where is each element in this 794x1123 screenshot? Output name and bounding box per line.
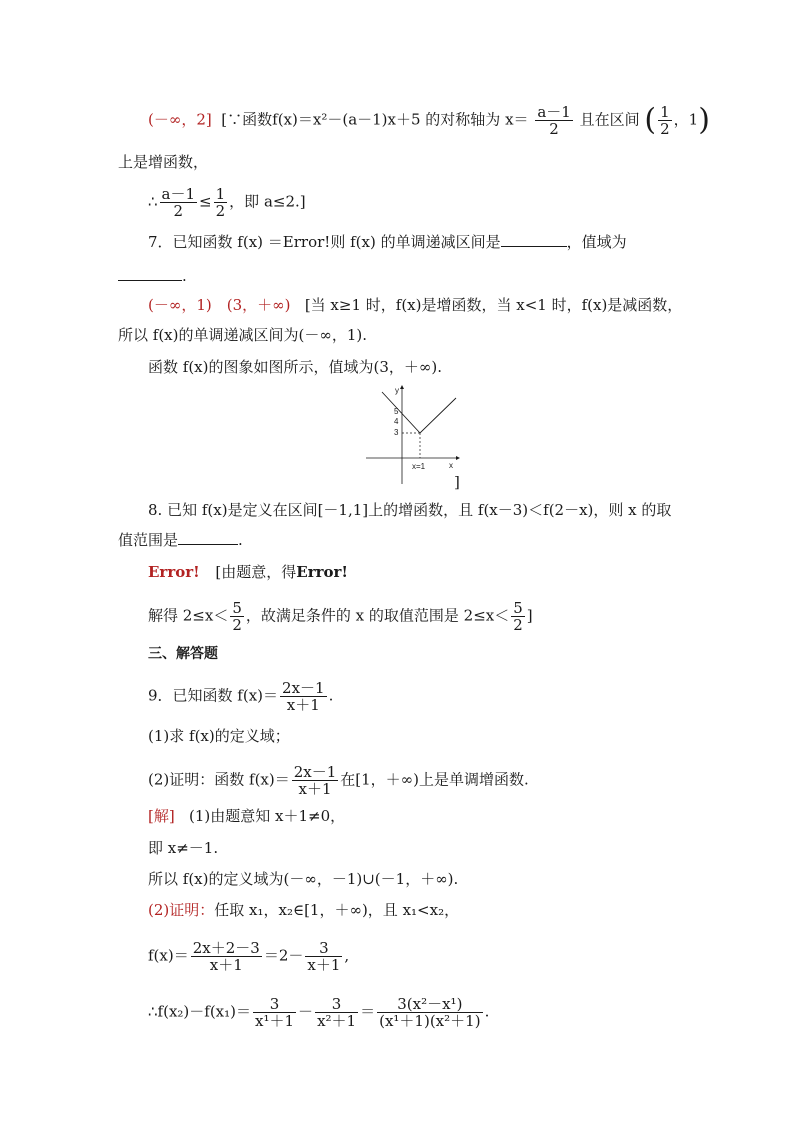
q9-diff-frac3: $\frac{\text{3(x²－x¹)}}{\text{(x¹＋1)(x²＋1)}}$ bbox=[379, 995, 481, 1030]
q7-reason2: 所以 f(x)的单调递减区间为(－∞，1). bbox=[118, 326, 367, 344]
q8-stem: 8. 已知 f(x)是定义在区间[－1,1]上的增函数，且 f(x－3)＜f(2－x)，则 x 的取 bbox=[148, 501, 672, 519]
q7-graph-text: 函数 f(x)的图象如图所示，值域为(3，＋∞). bbox=[148, 358, 442, 376]
q9-solution-3: 所以 f(x)的定义域为(－∞，－1)∪(－1，＋∞). bbox=[148, 870, 459, 888]
q9-stem: 9．已知函数 f(x)＝ $\frac{2x-1}{x+1}$ . bbox=[148, 679, 334, 714]
x-axis-label: x bbox=[449, 461, 453, 470]
q6-answer: (－∞，2] bbox=[148, 110, 212, 129]
tick-4: 4 bbox=[394, 417, 399, 426]
y-axis-label: y bbox=[395, 386, 399, 395]
q6-line3: ∴ $\frac{a-1}{2}$ ≤ $\frac{1}{2}$ ，即 a≤2.] bbox=[148, 185, 306, 220]
q8-blank[interactable] bbox=[178, 544, 238, 545]
q8-reason-error: Error! bbox=[296, 563, 348, 581]
q7-close: ] bbox=[454, 473, 460, 491]
q9-diff-line: ∴f(x₂)－f(x₁)＝ $\frac{3}{\text{x¹＋1}}$ － $\frac{3}{\text{x²＋1}}$ ＝ $\frac{\text{3(x²－x¹)}}{\text{(x¹＋1)(x²＋1)}}$ . bbox=[148, 995, 490, 1030]
q7-answer: (－∞，1) (3，＋∞) bbox=[148, 296, 291, 314]
proof-tag: (2)证明： bbox=[148, 901, 215, 919]
q8-solve: 解得 2≤x＜ $\frac{5}{2}$ ，故满足条件的 x 的取值范围是 2≤x＜ $\frac{5}{2}$ ] bbox=[148, 599, 533, 634]
q9-solution-2: 即 x≠－1. bbox=[148, 839, 219, 857]
q7-blank2[interactable] bbox=[118, 280, 182, 281]
q9-diff-frac2: $\frac{3}{\text{x²＋1}}$ bbox=[317, 995, 357, 1030]
q8-frac2: $\frac{5}{2}$ bbox=[513, 599, 523, 634]
q9-fx-line: f(x)＝ $\frac{2x+2-3}{x+1}$ ＝2－ $\frac{3}{x+1}$ , bbox=[148, 939, 350, 974]
q7-answer-line bbox=[148, 295, 682, 315]
q6-line1: (－∞，2] [∵函数f(x)＝x²－(a－1)x＋5 的对称轴为 x＝ $\frac{a-1}{2}$ 且在区间 ( $\frac{1}{2}$ ，1) bbox=[148, 102, 710, 138]
q9-part2-frac: $\frac{2x-1}{x+1}$ bbox=[293, 763, 337, 798]
solution-tag: [解] bbox=[148, 807, 175, 825]
q6-rhs-frac: $\frac{1}{2}$ bbox=[215, 185, 226, 220]
section-heading: 三、解答题 bbox=[148, 646, 218, 662]
q7-stem-mid: ，值域为 bbox=[566, 233, 627, 251]
q6-interval-frac: $\frac{1}{2}$ bbox=[660, 103, 670, 138]
q8-frac1: $\frac{5}{2}$ bbox=[232, 599, 242, 634]
q9-fx-frac2: $\frac{3}{x+1}$ bbox=[307, 939, 341, 974]
q7-blank1[interactable] bbox=[501, 246, 567, 247]
q7-reason: [当 x≥1 时，f(x)是增函数，当 x<1 时，f(x)是减函数， bbox=[304, 296, 683, 314]
q8-reason: [由题意，得 bbox=[215, 563, 297, 581]
q9-f-frac: $\frac{2x-1}{x+1}$ bbox=[282, 679, 325, 714]
function-graph bbox=[362, 380, 462, 486]
x-axis-arrow bbox=[456, 456, 460, 460]
q7-stem-line2: . bbox=[118, 266, 187, 286]
q9-part2: (2)证明：函数 f(x)＝ $\frac{2x-1}{x+1}$ 在[1，＋∞)上是单调增函数. bbox=[148, 763, 529, 798]
x-mark-label: x=1 bbox=[412, 462, 426, 471]
q9-diff-frac1: $\frac{3}{\text{x¹＋1}}$ bbox=[255, 995, 295, 1030]
q9-solution-1: [解] (1)由题意知 x＋1≠0， bbox=[148, 807, 346, 825]
tick-3: 3 bbox=[394, 428, 399, 437]
q6-axis-frac: $\frac{a-1}{2}$ bbox=[537, 103, 571, 138]
tick-5: 5 bbox=[394, 407, 399, 416]
q8-answer-line bbox=[148, 562, 348, 582]
q9-proof-line: (2)证明：任取 x₁，x₂∈[1，＋∞)，且 x₁<x₂， bbox=[148, 901, 460, 919]
q6-interval-post: ，1 bbox=[673, 110, 699, 129]
q7-stem-text: 7．已知函数 f(x) ＝Error!则 f(x) 的单调递减区间是 bbox=[148, 233, 501, 251]
q6-tail: ，即 a≤2.] bbox=[229, 192, 306, 211]
y-axis-arrow bbox=[400, 385, 404, 389]
q6-ineq-frac: $\frac{a-1}{2}$ bbox=[161, 185, 196, 220]
q8-answer: Error! bbox=[148, 563, 200, 581]
q6-line2: 上是增函数， bbox=[118, 153, 209, 171]
q6-open: [∵函数f(x)＝x²－(a－1)x＋5 的对称轴为 x＝ bbox=[221, 110, 529, 129]
q7-stem bbox=[148, 232, 627, 252]
q8-stem2: 值范围是 . bbox=[118, 531, 243, 549]
q9-fx-frac1: $\frac{2x+2-3}{x+1}$ bbox=[192, 939, 260, 974]
q6-interval-pre: 且在区间 bbox=[579, 110, 640, 129]
q9-part1: (1)求 f(x)的定义域； bbox=[148, 727, 290, 745]
